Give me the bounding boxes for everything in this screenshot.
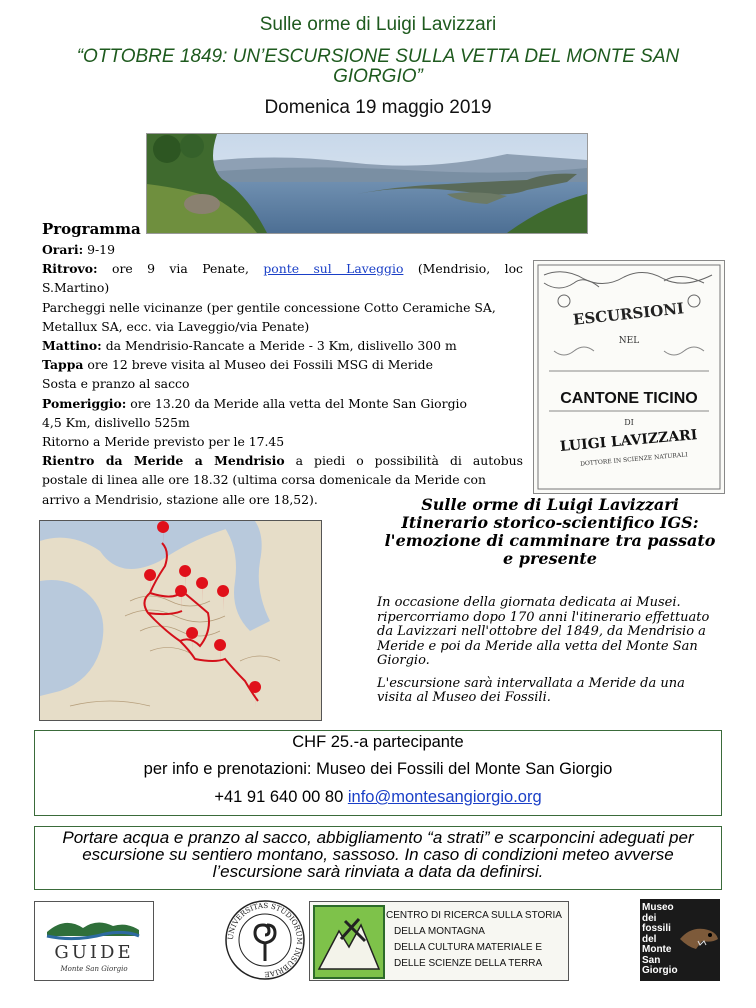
museum-line-1: Museo bbox=[642, 902, 674, 913]
mattino-label: Mattino: bbox=[42, 338, 102, 354]
ritrovo-label: Ritrovo: bbox=[42, 261, 98, 277]
program-heading: Programma bbox=[42, 220, 141, 238]
mattino-text: da Mendrisio-Rancate a Meride - 3 Km, dislivello 300 m bbox=[101, 338, 457, 354]
museum-line-4: del bbox=[642, 933, 657, 945]
email-link[interactable]: info@montesangiorgio.org bbox=[347, 788, 542, 806]
event-subtitle: “OTTOBRE 1849: UN’ESCURSIONE SULLA VETTA DEL MONTE SAN GIORGIO” bbox=[76, 46, 680, 87]
centre-line-4: DELLE SCIENZE DELLA TERRA bbox=[394, 958, 543, 969]
museum-line-5: Monte bbox=[642, 944, 672, 955]
book-title-di: DI bbox=[624, 418, 634, 427]
centre-line-1: CENTRO DI RICERCA SULLA STORIA bbox=[386, 910, 562, 921]
tappa-label: Tappa bbox=[42, 357, 84, 373]
museum-line-6: San bbox=[642, 954, 661, 966]
guide-subtitle: Monte San Giorgio bbox=[60, 965, 128, 973]
itinerary-description bbox=[377, 596, 722, 714]
phone-email-line bbox=[35, 788, 721, 807]
museum-line-7: Giorgio bbox=[642, 965, 678, 976]
sosta-line: Sosta e pranzo al sacco bbox=[42, 376, 190, 392]
ritorno-line: Ritorno a Meride previsto per le 17.45 bbox=[42, 434, 285, 450]
rientro-label: Rientro da Meride a Mendrisio bbox=[42, 453, 285, 469]
book-author-sub: DOTTORE IN SCIENZE NATURALI bbox=[579, 451, 688, 468]
lake-photo bbox=[146, 133, 588, 234]
research-centre-logo bbox=[309, 901, 569, 981]
notice-box bbox=[34, 826, 722, 890]
itinerary-line-4: e presente bbox=[503, 549, 597, 568]
contact-label: per info e prenotazioni: bbox=[143, 760, 312, 778]
orari-value: 9-19 bbox=[83, 242, 115, 257]
ritrovo-text: ore 9 via Penate, bbox=[97, 261, 264, 277]
ritrovo-loc-2: S.Martino) bbox=[42, 280, 110, 296]
mountain-mark bbox=[313, 905, 385, 979]
contact-value: Museo dei Fossili del Monte San Giorgio bbox=[311, 760, 613, 778]
contact-line bbox=[35, 760, 721, 779]
notice-text: Portare acqua e pranzo al sacco, abbigliamento “a strati” e scarponcini adeguati per escursione su sentiero montano, sassoso. In caso di condizioni meteo avverse l’escursione sarà rinviata a data da definirsi. bbox=[62, 828, 694, 881]
itinerary-line-2: Itinerario storico-scientifico IGS: bbox=[401, 513, 699, 532]
book-author: LUIGI LAVIZZARI bbox=[559, 427, 698, 455]
parcheggi-line-2: Metallux SA, ecc. via Laveggio/via Penate) bbox=[42, 318, 310, 334]
description-paragraph-1: In occasione della giornata dedicata ai Musei. ripercorriamo dopo 170 anni l'itinerario effettuato da Lavizzari nell'ottobre del 1849, da Mendrisio a Meride e poi da Meride alla vetta del Monte San Giorgio. bbox=[377, 595, 710, 668]
fossil-reptile-icon bbox=[676, 909, 720, 969]
rientro-line-2: postale di linea alle ore 18.32 (ultima corsa domenicale da Meride con bbox=[42, 472, 486, 488]
event-date: Domenica 19 maggio 2019 bbox=[264, 97, 492, 118]
page-title: Sulle orme di Luigi Lavizzari bbox=[259, 14, 497, 35]
rientro-line-3: arrivo a Mendrisio, stazione alle ore 18,52). bbox=[42, 491, 318, 507]
route-map bbox=[39, 520, 322, 721]
description-paragraph-2: L'escursione sarà intervallata a Meride da una visita al Museo dei Fossili. bbox=[377, 675, 685, 705]
info-box bbox=[34, 730, 722, 816]
tappa-text: ore 12 breve visita al Museo dei Fossili MSG di Meride bbox=[83, 357, 433, 373]
program-text bbox=[42, 240, 523, 509]
museum-logo bbox=[640, 899, 720, 981]
guide-logo bbox=[34, 901, 154, 981]
rientro-text: a piedi o possibilità di autobus bbox=[284, 453, 523, 469]
guide-title: GUIDE bbox=[54, 942, 134, 963]
itinerary-heading bbox=[350, 496, 750, 568]
centre-line-3: DELLA CULTURA MATERIALE E bbox=[394, 942, 543, 953]
museum-line-2: dei bbox=[642, 912, 657, 924]
book-cover-image bbox=[533, 260, 725, 494]
parcheggi-line-1: Parcheggi nelle vicinanze (per gentile concessione Cotto Ceramiche SA, bbox=[42, 299, 496, 315]
itinerary-line-3: l'emozione di camminare tra passato bbox=[384, 531, 716, 550]
book-title-escursioni: ESCURSIONI bbox=[572, 299, 685, 329]
university-seal-text: UNIVERSITAS STUDIORUM INSUBRIAE bbox=[225, 900, 305, 980]
itinerary-line-1: Sulle orme di Luigi Lavizzari bbox=[421, 495, 679, 514]
pomeriggio-label: Pomeriggio: bbox=[42, 395, 127, 411]
phone: +41 91 640 00 80 bbox=[214, 788, 348, 806]
ritrovo-loc: (Mendrisio, loc bbox=[403, 261, 523, 277]
museum-line-3: fossili bbox=[642, 923, 671, 934]
pomeriggio-line-2: 4,5 Km, dislivello 525m bbox=[42, 414, 190, 430]
book-title-nel: NEL bbox=[618, 336, 640, 346]
centre-line-2: DELLA MONTAGNA bbox=[394, 926, 485, 937]
university-seal-logo bbox=[224, 899, 306, 981]
pomeriggio-text: ore 13.20 da Meride alla vetta del Monte San Giorgio bbox=[126, 395, 467, 411]
ponte-laveggio-link[interactable]: ponte sul Laveggio bbox=[263, 261, 404, 277]
book-title-cantone: CANTONE TICINO bbox=[560, 390, 698, 407]
orari-label: Orari: bbox=[42, 242, 84, 257]
price: CHF 25.-a partecipante bbox=[292, 733, 464, 751]
